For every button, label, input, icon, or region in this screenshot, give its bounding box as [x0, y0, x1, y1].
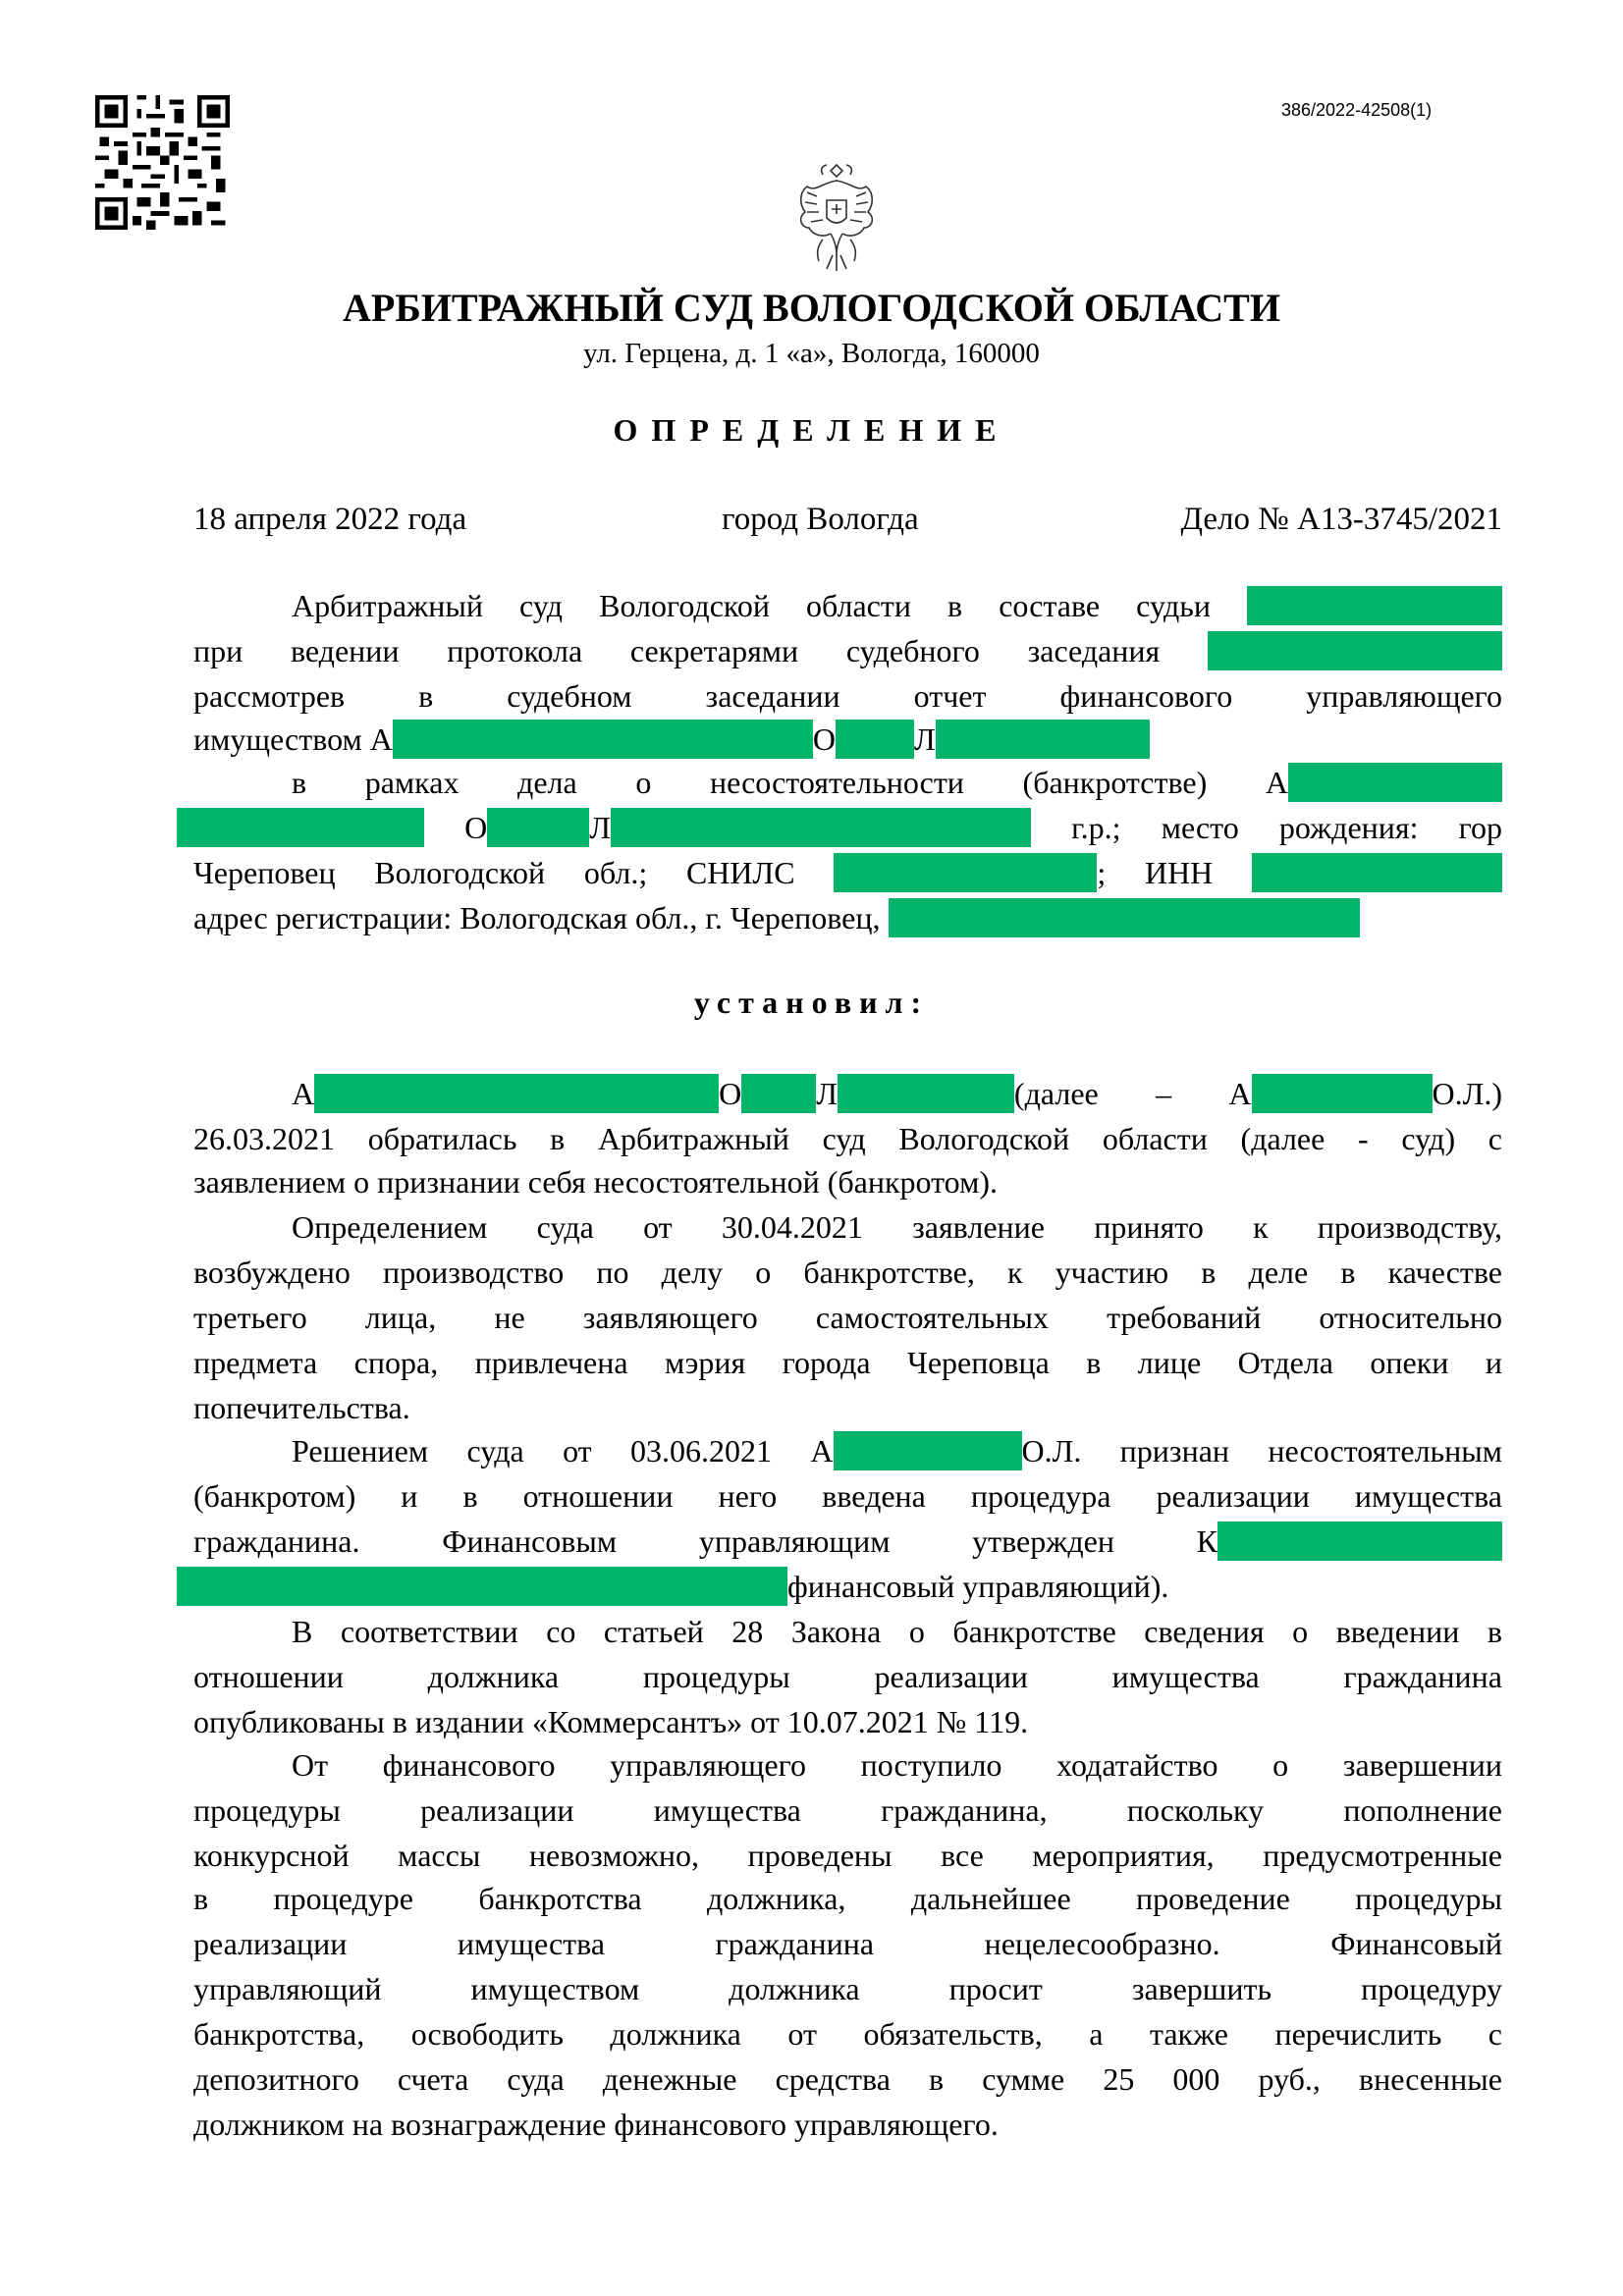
case-number: Дело № А13-3745/2021 — [1180, 502, 1502, 537]
body-line: управляющий имуществом должника просит завершить процедуру — [193, 1971, 1502, 2006]
body-line: депозитного счета суда денежные средства в сумме 25 000 руб., внесенные — [193, 2061, 1502, 2097]
body-line: отношении должника процедуры реализации имущества гражданина — [193, 1659, 1502, 1694]
redaction — [1247, 586, 1502, 625]
redaction — [834, 853, 1097, 892]
redaction — [838, 1074, 1014, 1113]
body-line: попечительства. — [193, 1390, 410, 1425]
intro-line — [177, 808, 1502, 847]
redaction — [177, 1567, 787, 1606]
body-line: Определением суда от 30.04.2021 заявление принято к производству, — [292, 1209, 1502, 1245]
body-line: 26.03.2021 обратилась в Арбитражный суд Вологодской области (далее - суд) с — [193, 1121, 1502, 1156]
redaction — [1288, 763, 1502, 802]
intro-line: рассмотрев в судебном заседании отчет финансового управляющего — [193, 678, 1502, 714]
court-address: ул. Герцена, д. 1 «а», Вологда, 160000 — [583, 338, 1040, 369]
intro-line — [193, 898, 1502, 937]
body-line: В соответствии со статьей 28 Закона о банкротстве сведения о введении в — [292, 1614, 1502, 1649]
intro-text: Л — [589, 810, 611, 845]
body-line: третьего лица, не заявляющего самостоятельных требований относительно — [193, 1300, 1502, 1335]
body-line: процедуры реализации имущества гражданина, поскольку пополнение — [193, 1792, 1502, 1828]
intro-line — [292, 763, 1502, 802]
intro-text: О — [464, 810, 488, 845]
qr-code-icon — [95, 95, 230, 230]
redaction — [1252, 853, 1502, 892]
body-line: реализации имущества гражданина нецелесообразно. Финансовый — [193, 1926, 1502, 1961]
redaction — [834, 1431, 1022, 1470]
intro-text: Арбитражный суд Вологодской области в составе судьи — [292, 588, 1211, 623]
body-text: А — [292, 1076, 315, 1111]
body-line: конкурсной массы невозможно, проведены все мероприятия, предусмотренные — [193, 1838, 1502, 1873]
redaction — [1217, 1522, 1502, 1561]
redaction — [1252, 1074, 1433, 1113]
redaction — [836, 720, 914, 759]
court-name: АРБИТРАЖНЫЙ СУД ВОЛОГОДСКОЙ ОБЛАСТИ — [343, 286, 1280, 330]
section-heading-ustanovil: установил: — [693, 985, 930, 1020]
redaction — [393, 720, 813, 759]
body-line: предмета спора, привлечена мэрия города Череповца в лице Отдела опеки и — [193, 1345, 1502, 1380]
coat-of-arms-icon — [793, 157, 880, 279]
intro-line — [193, 853, 1502, 892]
document-type: ОПРЕДЕЛЕНИЕ — [613, 412, 1010, 448]
intro-text: имуществом А — [193, 721, 393, 757]
body-line: (банкротом) и в отношении него введена процедура реализации имущества — [193, 1478, 1502, 1514]
body-line: должником на вознаграждение финансового управляющего. — [193, 2107, 999, 2142]
intro-text: ; ИНН — [1097, 855, 1214, 890]
document-date: 18 апреля 2022 года — [193, 502, 467, 537]
redaction — [611, 808, 1031, 847]
intro-text: О — [812, 721, 836, 757]
body-text: гражданина. Финансовым управляющим утвержден К — [193, 1523, 1217, 1559]
intro-line — [193, 631, 1502, 670]
intro-text: в рамках дела о несостоятельности (банкротстве) А — [292, 765, 1288, 800]
body-line: опубликованы в издании «Коммерсантъ» от 10.07.2021 № 119. — [193, 1704, 1029, 1739]
intro-line — [292, 586, 1502, 625]
redaction — [889, 898, 1360, 937]
intro-text: адрес регистрации: Вологодская обл., г. Череповец, — [193, 900, 881, 935]
intro-text: Л — [913, 721, 936, 757]
body-text: Л — [816, 1076, 838, 1111]
body-line: банкротства, освободить должника от обязательств, а также перечислить с — [193, 2016, 1502, 2052]
body-text: О.Л. признан несостоятельным — [1021, 1433, 1503, 1468]
body-text: (далее – А — [1013, 1076, 1252, 1111]
body-line — [292, 1074, 1502, 1113]
redaction — [741, 1074, 816, 1113]
body-line — [292, 1431, 1502, 1470]
body-line: в процедуре банкротства должника, дальнейшее проведение процедуры — [193, 1881, 1502, 1916]
redaction — [177, 808, 424, 847]
redaction — [314, 1074, 719, 1113]
document-code: 386/2022-42508(1) — [1281, 100, 1433, 120]
body-text: Решением суда от 03.06.2021 А — [292, 1433, 834, 1468]
body-text: финансовый управляющий). — [787, 1569, 1169, 1604]
document-city: город Вологда — [722, 502, 919, 537]
body-line: От финансового управляющего поступило ходатайство о завершении — [292, 1747, 1502, 1783]
intro-text: Череповец Вологодской обл.; СНИЛС — [193, 855, 795, 890]
body-line — [177, 1567, 1502, 1606]
intro-text: при ведении протокола секретарями судебного заседания — [193, 633, 1161, 668]
body-text: О.Л.) — [1432, 1076, 1502, 1111]
body-line: заявлением о признании себя несостоятельной (банкротом). — [193, 1164, 998, 1200]
intro-text: г.р.; место рождения: гор — [1071, 810, 1502, 845]
body-line — [193, 1522, 1502, 1561]
redaction — [936, 720, 1150, 759]
body-text: О — [719, 1076, 742, 1111]
redaction — [487, 808, 589, 847]
redaction — [1208, 631, 1502, 670]
intro-line — [193, 720, 1502, 759]
body-line: возбуждено производство по делу о банкротстве, к участию в деле в качестве — [193, 1255, 1502, 1290]
